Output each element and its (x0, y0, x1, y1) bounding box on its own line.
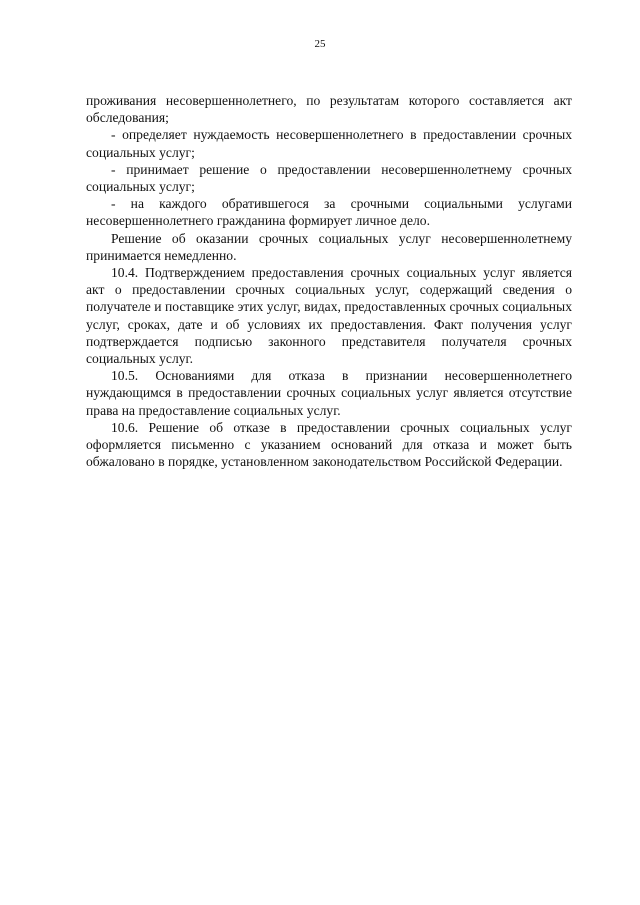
document-body (86, 92, 572, 470)
paragraph-10-6: 10.6. Решение об отказе в предоставлении срочных социальных услуг оформляется письменно с указанием оснований для отказа и может быть обжаловано в порядке, установленном законодательством Российской Федерации. (86, 419, 572, 470)
paragraph-residence-survey: проживания несовершеннолетнего, по результатам которого составляется акт обследования; (86, 93, 572, 126)
paragraph-10-4: 10.4. Подтверждением предоставления срочных социальных услуг является акт о предоставлении срочных социальных услуг, содержащий сведения о получателе и поставщике этих услуг, видах, предоставленных срочных социальных услуг, сроках, дате и об условиях их предоставления. Факт получения услуг подтверждается подписью законного представителя получателя срочных социальных услуг. (86, 265, 572, 367)
paragraph-personal-file: - на каждого обратившегося за срочными социальными услугами несовершеннолетнего гражданина формирует личное дело. (86, 196, 572, 229)
paragraph-decision-immediate: Решение об оказании срочных социальных услуг несовершеннолетнему принимается немедленно. (86, 230, 572, 263)
paragraph-determines-need: - определяет нуждаемость несовершеннолетнего в предоставлении срочных социальных услуг; (86, 127, 572, 160)
paragraph-10-5: 10.5. Основаниями для отказа в признании несовершеннолетнего нуждающимся в предоставлении срочных социальных услуг является отсутствие права на предоставление социальных услуг. (86, 368, 572, 418)
page-number: 25 (314, 38, 326, 50)
paragraph-makes-decision: - принимает решение о предоставлении несовершеннолетнему срочных социальных услуг; (86, 161, 572, 195)
